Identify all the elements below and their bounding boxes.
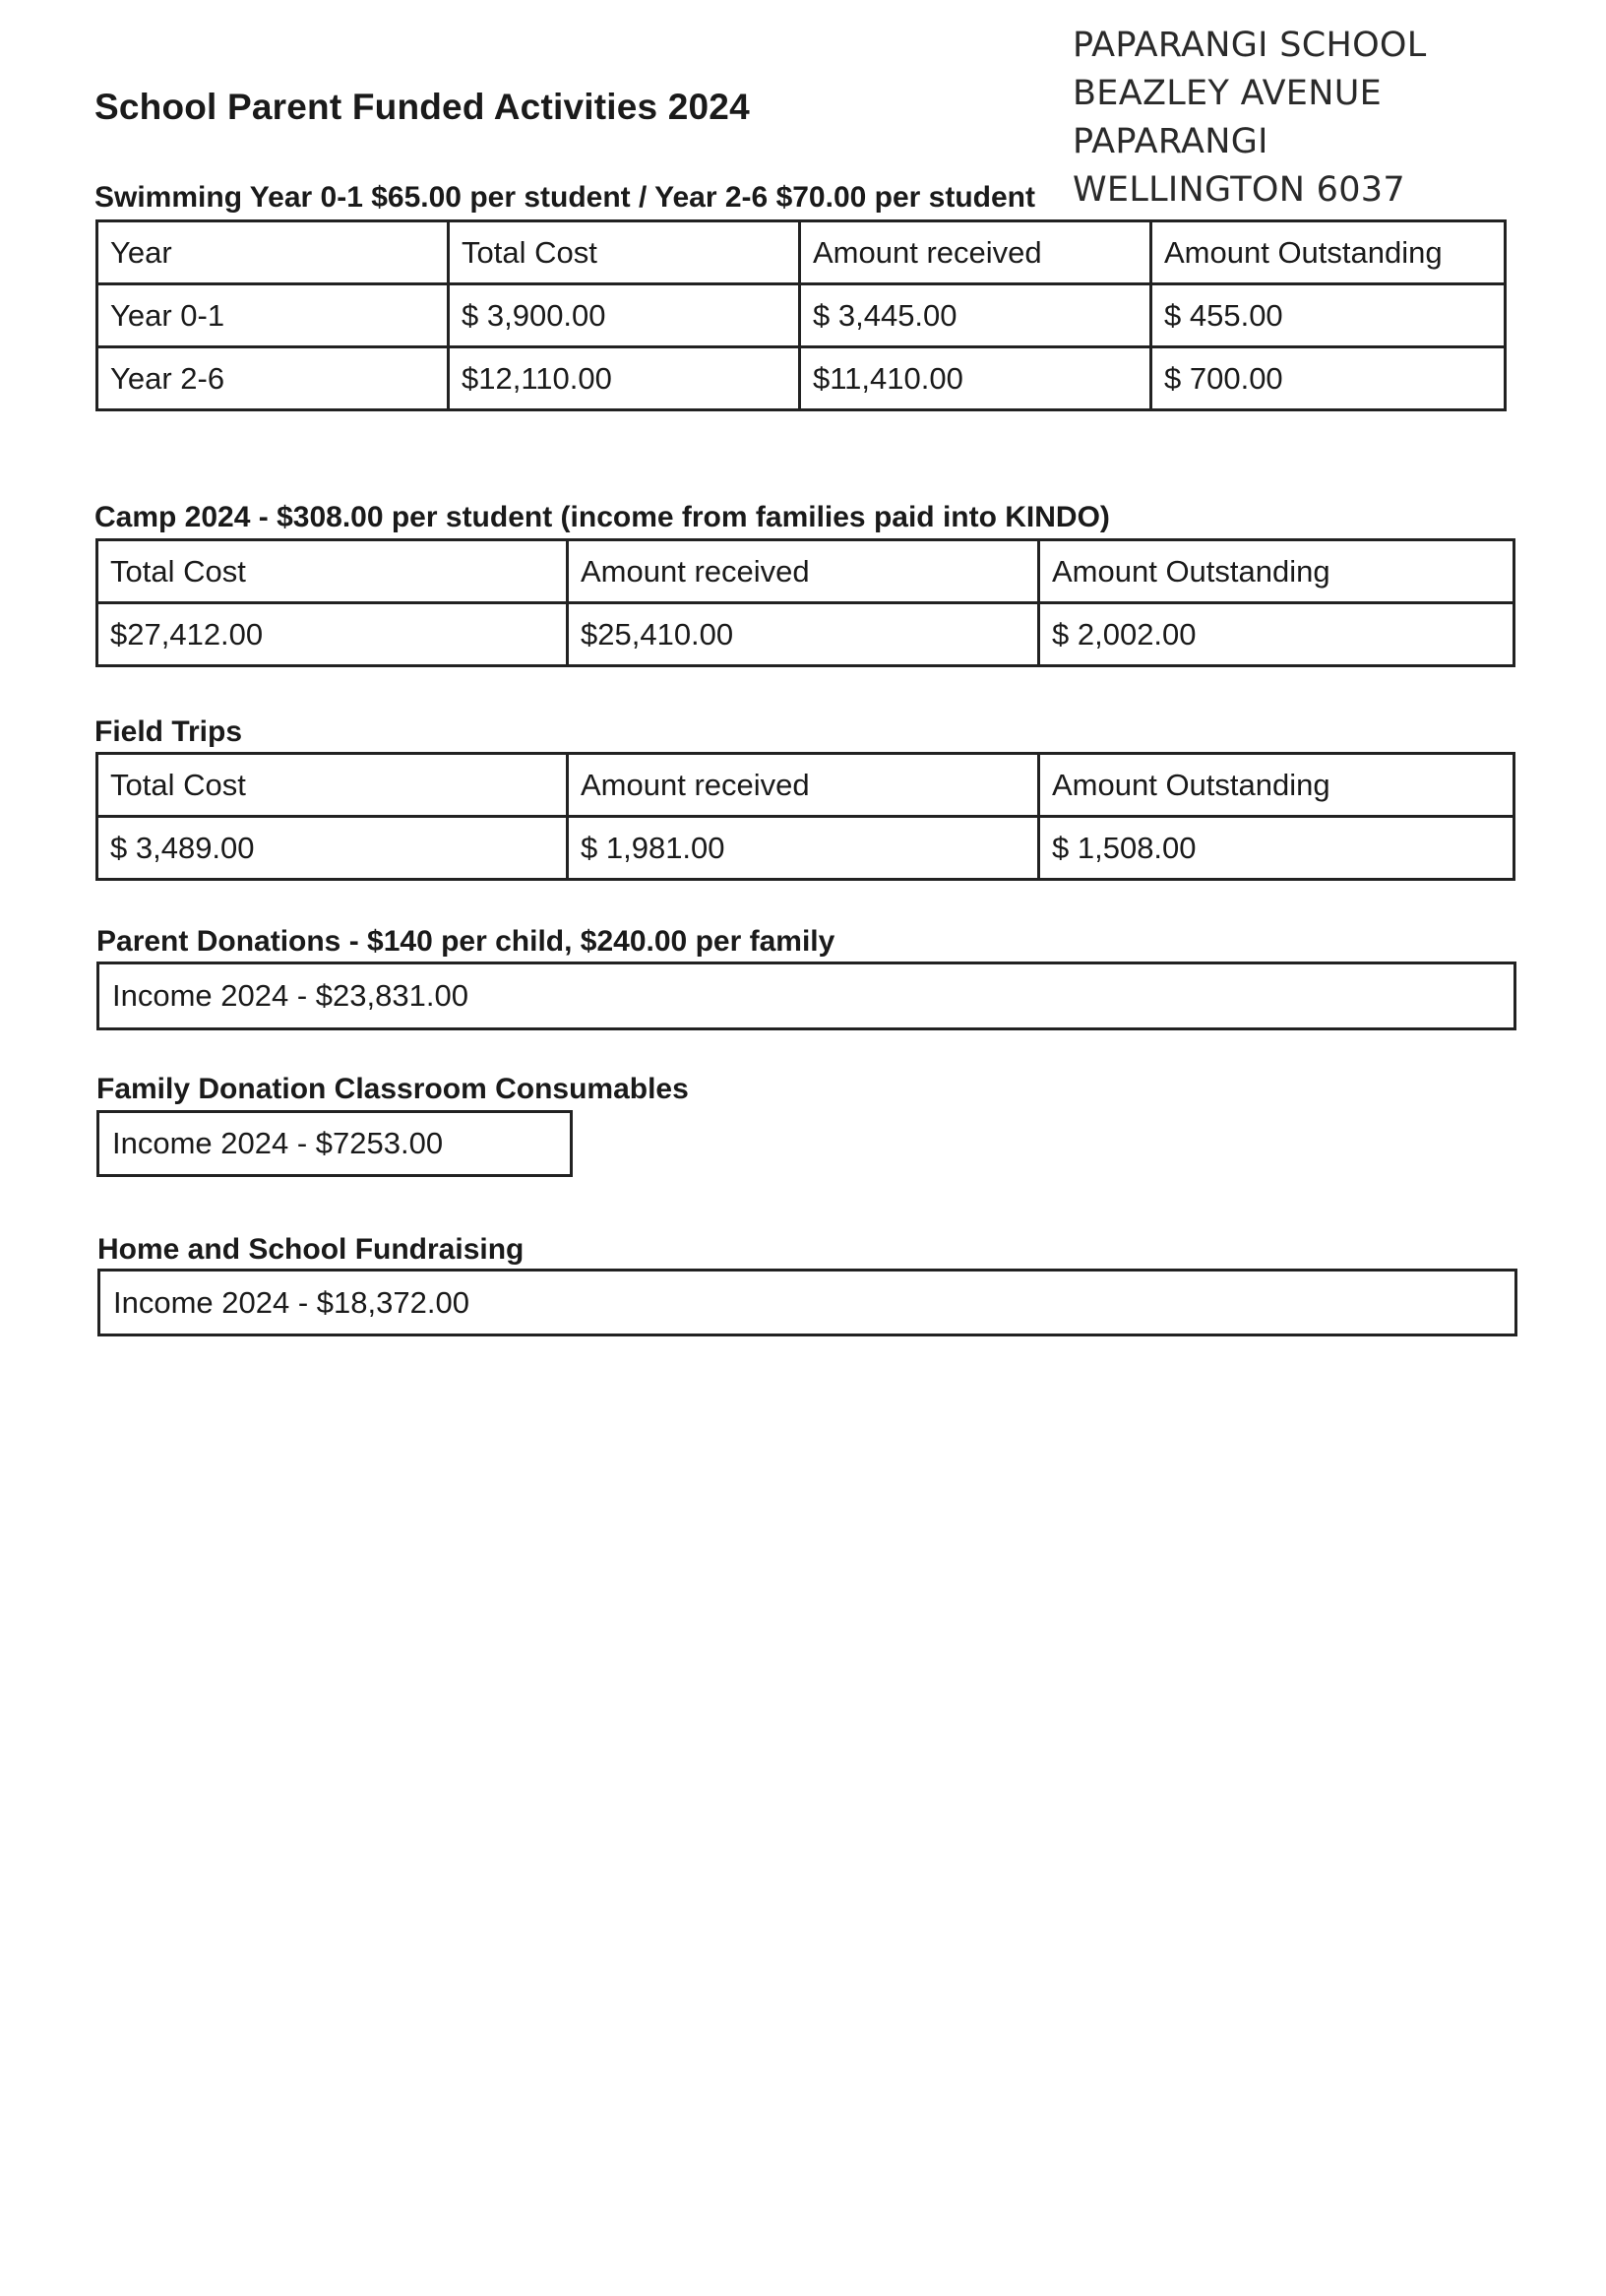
table-header-row: [97, 754, 1514, 817]
table-cell: $12,110.00: [449, 347, 800, 410]
table-cell: $ 700.00: [1151, 347, 1506, 410]
table-header-row: [97, 540, 1514, 603]
school-address-stamp: [1073, 22, 1427, 215]
header-cell: Amount Outstanding: [1039, 754, 1514, 817]
swimming-heading: Swimming Year 0-1 $65.00 per student / Year 2-6 $70.00 per student: [94, 181, 1036, 214]
field-trips-table: [95, 752, 1515, 881]
table-header-row: [97, 221, 1506, 284]
header-cell: Amount Outstanding: [1039, 540, 1514, 603]
page-title: School Parent Funded Activities 2024: [94, 87, 750, 127]
classroom-consumables-heading: Family Donation Classroom Consumables: [96, 1073, 689, 1105]
table-row: [97, 347, 1506, 410]
header-cell: Year: [97, 221, 449, 284]
header-cell: Total Cost: [449, 221, 800, 284]
header-cell: Total Cost: [97, 540, 568, 603]
header-cell: Amount received: [800, 221, 1151, 284]
table-cell: $25,410.00: [568, 603, 1039, 666]
table-cell: Year 2-6: [97, 347, 449, 410]
table-row: [97, 817, 1514, 880]
classroom-consumables-income: Income 2024 - $7253.00: [96, 1110, 573, 1177]
header-cell: Amount Outstanding: [1151, 221, 1506, 284]
header-cell: Total Cost: [97, 754, 568, 817]
table-cell: $ 1,981.00: [568, 817, 1039, 880]
field-trips-heading: Field Trips: [94, 715, 243, 748]
header-cell: Amount received: [568, 540, 1039, 603]
table-cell: $27,412.00: [97, 603, 568, 666]
table-cell: $ 3,900.00: [449, 284, 800, 347]
camp-heading: Camp 2024 - $308.00 per student (income from families paid into KINDO): [94, 501, 1110, 533]
table-cell: $11,410.00: [800, 347, 1151, 410]
stamp-line-suburb: PAPARANGI: [1073, 122, 1268, 161]
parent-donations-heading: Parent Donations - $140 per child, $240.00 per family: [96, 925, 835, 958]
fundraising-heading: Home and School Fundraising: [97, 1233, 525, 1266]
stamp-line-school: PAPARANGI SCHOOL: [1073, 26, 1427, 65]
table-cell: Year 0-1: [97, 284, 449, 347]
stamp-line-city: WELLINGTON 6037: [1073, 170, 1405, 210]
table-cell: $ 1,508.00: [1039, 817, 1514, 880]
table-cell: $ 3,445.00: [800, 284, 1151, 347]
stamp-line-street: BEAZLEY AVENUE: [1073, 74, 1383, 113]
fundraising-income: Income 2024 - $18,372.00: [97, 1269, 1517, 1336]
table-cell: $ 3,489.00: [97, 817, 568, 880]
table-row: [97, 603, 1514, 666]
table-cell: $ 455.00: [1151, 284, 1506, 347]
camp-table: [95, 538, 1515, 667]
parent-donations-income: Income 2024 - $23,831.00: [96, 962, 1516, 1030]
table-row: [97, 284, 1506, 347]
table-cell: $ 2,002.00: [1039, 603, 1514, 666]
header-cell: Amount received: [568, 754, 1039, 817]
swimming-table: [95, 219, 1507, 411]
